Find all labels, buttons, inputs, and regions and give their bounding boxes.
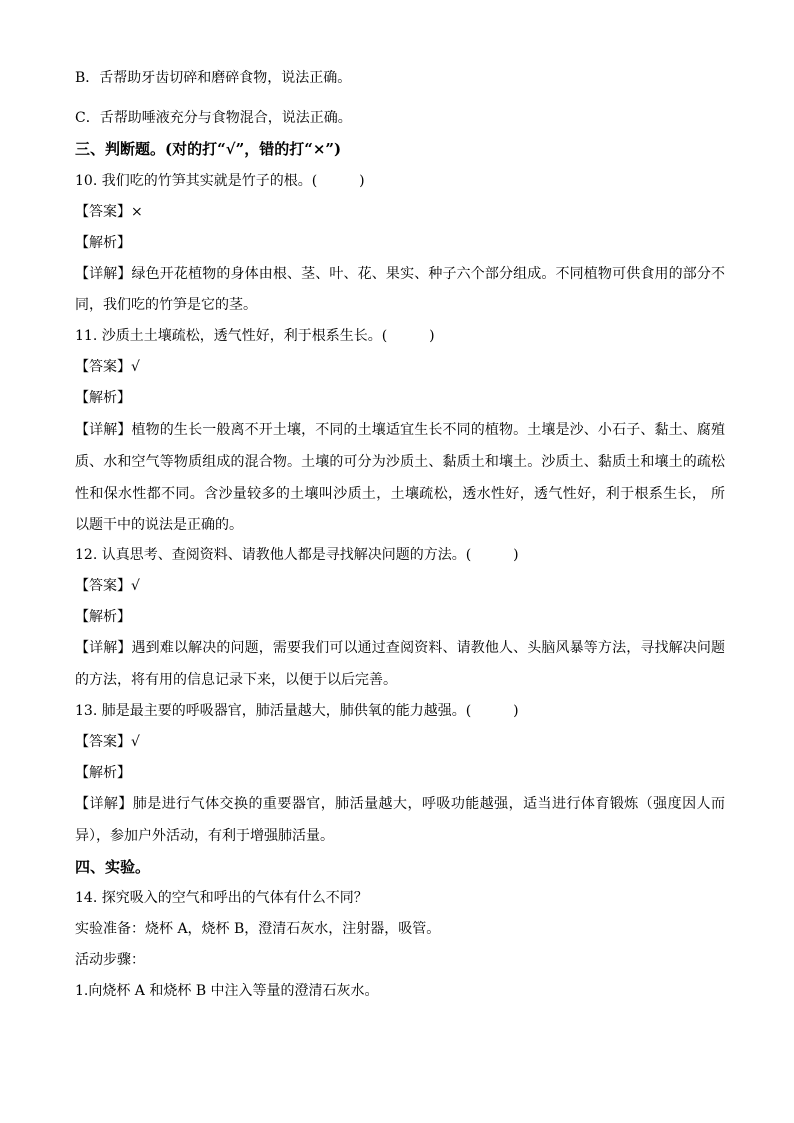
- q12-detail-line-2: 的方法，将有用的信息记录下来，以便于以后完善。: [75, 672, 397, 688]
- q13-detail-line-2: 异），参加户外活动，有利于增强肺活量。: [75, 828, 334, 844]
- q13-answer: 【答案】√: [75, 734, 140, 750]
- q11-detail-line-4: 以题干中的说法是正确的。: [75, 517, 243, 533]
- section-4-heading: 四、实验。: [75, 858, 151, 876]
- q10-analysis-label: 【解析】: [75, 235, 131, 251]
- q13-analysis-label: 【解析】: [75, 765, 131, 781]
- q11-question: 11. 沙质土土壤疏松，透气性好，利于根系生长。( ): [75, 328, 435, 344]
- q11-analysis-label: 【解析】: [75, 390, 131, 406]
- q14-steps-label: 活动步骤：: [75, 952, 145, 968]
- option-b: B．舌帮助牙齿切碎和磨碎食物，说法正确。: [75, 70, 352, 86]
- q10-question: 10. 我们吃的竹笋其实就是竹子的根。( ): [75, 173, 365, 189]
- q12-analysis-label: 【解析】: [75, 609, 131, 625]
- option-c: C．舌帮助唾液充分与食物混合，说法正确。: [75, 110, 352, 126]
- q10-detail-line-1: 【详解】绿色开花植物的身体由根、茎、叶、花、果实、种子六个部分组成。不同植物可供食用的部分不: [75, 266, 725, 282]
- q12-question: 12. 认真思考、查阅资料、请教他人都是寻找解决问题的方法。( ): [75, 547, 519, 563]
- q13-question: 13. 肺是最主要的呼吸器官，肺活量越大，肺供氧的能力越强。( ): [75, 703, 519, 719]
- q11-answer: 【答案】√: [75, 359, 140, 375]
- q14-step-1: 1.向烧杯 A 和烧杯 B 中注入等量的澄清石灰水。: [75, 983, 379, 999]
- q14-preparation: 实验准备：烧杯 A，烧杯 B，澄清石灰水，注射器，吸管。: [75, 921, 441, 937]
- q13-detail-line-1: 【详解】肺是进行气体交换的重要器官，肺活量越大，呼吸功能越强，适当进行体育锻炼（强度因人而: [75, 796, 725, 812]
- q12-answer: 【答案】√: [75, 578, 140, 594]
- q10-answer: 【答案】×: [75, 204, 143, 220]
- section-3-heading: 三、判断题。(对的打“√”，错的打“×”): [75, 140, 342, 158]
- q12-detail-line-1: 【详解】遇到难以解决的问题，需要我们可以通过查阅资料、请教他人、头脑风暴等方法，寻找解决问题: [75, 640, 725, 656]
- q14-question: 14. 探究吸入的空气和呼出的气体有什么不同？: [75, 890, 368, 906]
- q10-detail-line-2: 同，我们吃的竹笋是它的茎。: [75, 297, 257, 313]
- q11-detail-line-2: 质、水和空气等物质组成的混合物。土壤的可分为沙质土、黏质土和壤土。沙质土、黏质土和壤土的疏松: [75, 454, 725, 470]
- q11-detail-line-3: 性和保水性都不同。含沙量较多的土壤叫沙质土，土壤疏松，透水性好，透气性好，利于根系生长， 所: [75, 486, 725, 502]
- q11-detail-line-1: 【详解】植物的生长一般离不开土壤，不同的土壤适宜生长不同的植物。土壤是沙、小石子、黏土、腐殖: [75, 422, 725, 438]
